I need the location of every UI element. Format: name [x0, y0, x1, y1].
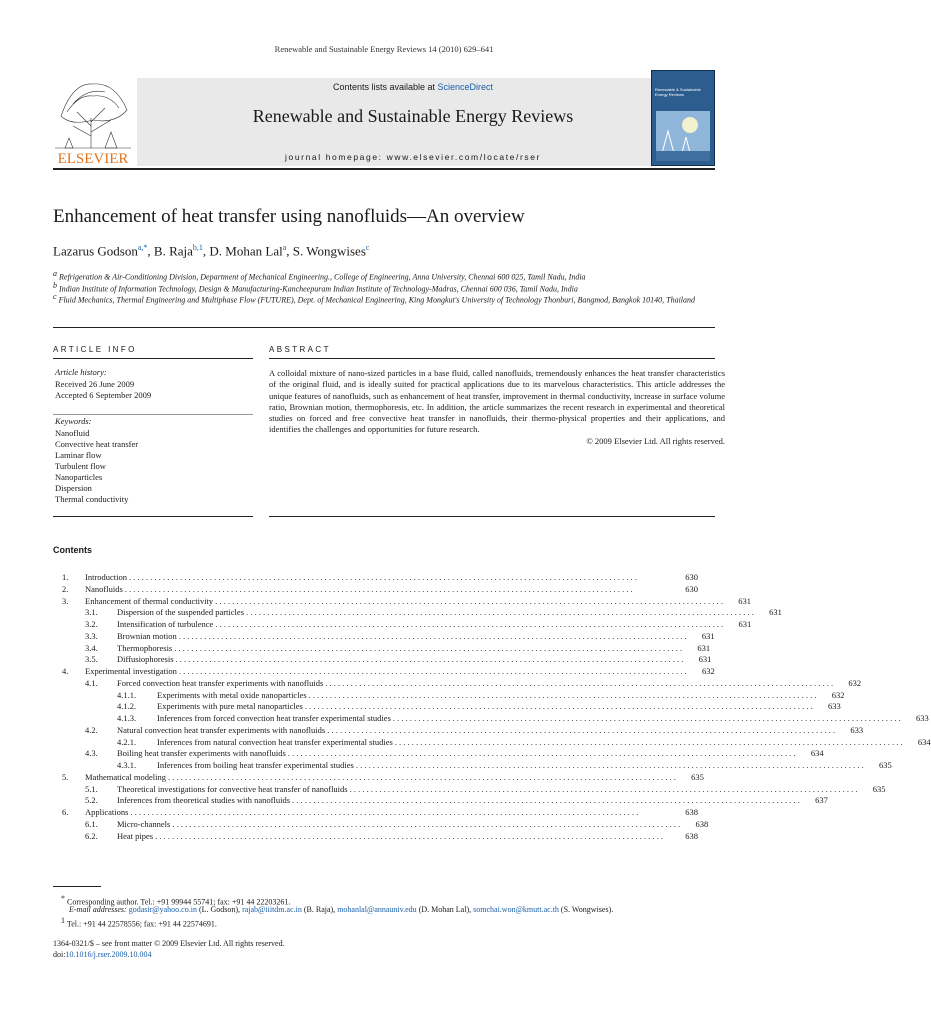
keyword: Turbulent flow — [55, 461, 106, 471]
toc-number: 4.2.1. — [117, 736, 137, 747]
toc-title: Inferences from natural convection heat transfer experimental studies — [157, 736, 393, 747]
abstract-rule — [269, 358, 715, 359]
email-owner: (B. Raja), — [303, 905, 336, 914]
toc-page-number: 635 — [872, 783, 886, 794]
elsevier-logo — [53, 76, 133, 166]
toc-entry[interactable] — [62, 619, 752, 631]
toc-entry[interactable] — [62, 724, 864, 737]
footnote-mark: 1 — [61, 916, 65, 925]
toc-title: Inferences from forced convection heat transfer experimental studies — [157, 713, 391, 723]
toc-number: 4.2. — [85, 724, 98, 735]
toc-number: 4.3. — [85, 748, 98, 759]
issn-line: 1364-0321/$ – see front matter © 2009 Elsevier Ltd. All rights reserved. — [53, 939, 285, 948]
affiliation-text: Indian Institute of Information Technology, Design & Manufacturing-Kancheepuram Indian Institute of Technology-Madras, Chennai 600 036, Tamil Nadu, India — [59, 284, 578, 294]
toc-leader-dots: . . . . . . . . . . . . . . . . . . . . . . . . . . . . . . . . . . . . . . . . . . . . . . . . . . . . . . . . . . . . . . . . . . . . . . . . . . . . . . . . . . . . . . . . . . . . . . . . . . . . . . . . . . . . . . . . . . . . . . . . — [327, 724, 836, 735]
email-link[interactable]: somchai.won@kmutt.ac.th — [473, 905, 559, 914]
toc-leader-dots: . . . . . . . . . . . . . . . . . . . . . . . . . . . . . . . . . . . . . . . . . . . . . . . . . . . . . . . . . . . . . . . . . . . . . . . . . . . . . . . . . . . . . . . . . . . . . . . . . . . . . . . . . . . . . . . . . . . . . . . . — [172, 818, 681, 829]
toc-title: Nanofluids — [85, 583, 123, 594]
toc-leader-dots: . . . . . . . . . . . . . . . . . . . . . . . . . . . . . . . . . . . . . . . . . . . . . . . . . . . . . . . . . . . . . . . . . . . . . . . . . . . . . . . . . . . . . . . . . . . . . . . . . . . . . . . . . . . . . . . . . . . . . . . . — [167, 771, 676, 782]
toc-title: Boiling heat transfer experiments with nanofluids — [117, 748, 286, 759]
toc-leader-dots: . . . . . . . . . . . . . . . . . . . . . . . . . . . . . . . . . . . . . . . . . . . . . . . . . . . . . . . . . . . . . . . . . . . . . . . . . . . . . . . . . . . . . . . . . . . . . . . . . . . . . . . . . . . . . . . . . . . . . . . . — [124, 583, 633, 594]
toc-entry[interactable] — [62, 701, 841, 713]
corresponding-text: Corresponding author. Tel.: +91 99944 55741; fax: +91 44 22203261. — [67, 897, 291, 907]
keywords-label: Keywords: — [55, 416, 92, 426]
toc-number: 1. — [62, 572, 69, 582]
keywords-rule — [53, 414, 253, 415]
toc-page-number: 634 — [917, 736, 931, 747]
article-info-bottom-rule — [53, 516, 253, 517]
toc-title: Theoretical investigations for convective heat transfer of nanofluids — [117, 783, 348, 794]
toc-title: Brownian motion — [117, 630, 177, 641]
email-link[interactable]: rajab@iiitdm.ac.in — [242, 905, 302, 914]
abstract-heading: ABSTRACT — [269, 345, 331, 354]
toc-page-number: 630 — [685, 572, 698, 582]
affiliation-text: Fluid Mechanics, Thermal Engineering and Multiphase Flow (FUTURE), Dept. of Mechanical Engineering, King Mongkut's University of Technology Thonburi, Bangmod, Bangkok 10140, Thailand — [58, 295, 696, 305]
footnote-rule — [53, 886, 101, 887]
keyword: Nanofluid — [55, 428, 90, 438]
toc-number: 3. — [62, 595, 69, 606]
doi-link[interactable]: 10.1016/j.rser.2009.10.004 — [65, 950, 152, 959]
toc-page-number: 631 — [769, 607, 782, 618]
toc-entry[interactable] — [62, 818, 709, 831]
section-rule — [53, 327, 715, 328]
toc-number: 4.1.1. — [117, 689, 137, 700]
toc-page-number: 632 — [831, 689, 845, 700]
toc-number: 6.2. — [85, 830, 98, 841]
author-mark[interactable]: a,* — [137, 243, 148, 252]
toc-number: 3.4. — [85, 642, 98, 653]
author-mark[interactable]: a — [282, 243, 287, 252]
abstract-copyright: © 2009 Elsevier Ltd. All rights reserved. — [586, 435, 725, 446]
toc-page-number: 638 — [695, 818, 709, 829]
toc-title: Thermophoresis — [117, 642, 173, 653]
email-owner: (L. Godson), — [198, 905, 241, 914]
journal-cover-thumbnail — [651, 70, 715, 166]
toc-page-number: 630 — [685, 583, 698, 594]
toc-page-number: 631 — [738, 595, 752, 606]
author-name: B. Raja — [153, 243, 193, 259]
contents-prefix: Contents lists available at — [332, 82, 438, 92]
toc-title: Enhancement of thermal conductivity — [85, 595, 214, 606]
article-info-rule — [53, 358, 253, 359]
author-name: D. Mohan Lal — [209, 243, 283, 259]
toc-page-number: 632 — [848, 677, 862, 688]
email-link[interactable]: mohanlal@annauniv.edu — [337, 905, 417, 914]
toc-title: Natural convection heat transfer experiments with nanofluids — [117, 724, 326, 735]
toc-title: Heat pipes — [117, 830, 154, 841]
toc-page-number: 638 — [685, 807, 698, 817]
keyword: Dispersion — [55, 483, 92, 493]
article-info-heading: ARTICLE INFO — [53, 345, 137, 354]
toc-page-number: 631 — [701, 630, 715, 641]
journal-homepage[interactable]: journal homepage: www.elsevier.com/locate/rser — [285, 152, 541, 162]
toc-title: Intensification of turbulence — [117, 619, 214, 629]
author-list: Lazarus Godson$^{a,*}$, B. Raja$^{b,1}$, D. Mohan Lal$^a$, S. Wongwises$^c$ — [53, 243, 370, 259]
toc-entry[interactable] — [62, 783, 886, 796]
affiliation-mark: b — [53, 281, 57, 290]
journal-masthead — [53, 70, 715, 166]
toc-page-number: 633 — [828, 701, 841, 712]
tel-footnote — [53, 915, 741, 930]
toc-title: Experimental investigation — [85, 666, 177, 676]
toc-leader-dots: . . . . . . . . . . . . . . . . . . . . . . . . . . . . . . . . . . . . . . . . . . . . . . . . . . . . . . . . . . . . . . . . . . . . . . . . . . . . . . . . . . . . . . . . . . . . . . . . . . . . . . . . . . . . . . . . . . . . . . . . — [174, 642, 683, 653]
toc-leader-dots: . . . . . . . . . . . . . . . . . . . . . . . . . . . . . . . . . . . . . . . . . . . . . . . . . . . . . . . . . . . . . . . . . . . . . . . . . . . . . . . . . . . . . . . . . . . . . . . . . . . . . . . . . . . . . . . . . . . . . . . . — [129, 572, 637, 582]
toc-entry[interactable] — [62, 630, 715, 643]
toc-number: 3.5. — [85, 654, 98, 665]
toc-number: 6.1. — [85, 818, 98, 829]
toc-number: 4.1.3. — [117, 713, 137, 723]
toc-entry[interactable] — [62, 572, 698, 584]
keyword: Thermal conductivity — [55, 494, 129, 504]
masthead-rule — [53, 168, 715, 170]
email-label: E-mail addresses: — [69, 905, 127, 914]
toc-leader-dots: . . . . . . . . . . . . . . . . . . . . . . . . . . . . . . . . . . . . . . . . . . . . . . . . . . . . . . . . . . . . . . . . . . . . . . . . . . . . . . . . . . . . . . . . . . . . . . . . . . . . . . . . . . . . . . . . . . . . . . . . — [155, 830, 663, 841]
toc-leader-dots: . . . . . . . . . . . . . . . . . . . . . . . . . . . . . . . . . . . . . . . . . . . . . . . . . . . . . . . . . . . . . . . . . . . . . . . . . . . . . . . . . . . . . . . . . . . . . . . . . . . . . . . . . . . . . . . . . . . . . . . . — [355, 760, 864, 770]
toc-number: 4.3.1. — [117, 760, 137, 770]
toc-number: 5.1. — [85, 783, 98, 794]
toc-page-number: 635 — [691, 771, 704, 782]
toc-leader-dots: . . . . . . . . . . . . . . . . . . . . . . . . . . . . . . . . . . . . . . . . . . . . . . . . . . . . . . . . . . . . . . . . . . . . . . . . . . . . . . . . . . . . . . . . . . . . . . . . . . . . . . . . . . . . . . . . . . . . . . . . — [394, 736, 903, 747]
toc-leader-dots: . . . . . . . . . . . . . . . . . . . . . . . . . . . . . . . . . . . . . . . . . . . . . . . . . . . . . . . . . . . . . . . . . . . . . . . . . . . . . . . . . . . . . . . . . . . . . . . . . . . . . . . . . . . . . . . . . . . . . . . . — [325, 677, 834, 688]
keyword: Laminar flow — [55, 450, 102, 460]
toc-entry[interactable] — [62, 666, 715, 678]
contents-heading: Contents — [53, 545, 92, 555]
received-date: Received 26 June 2009 — [55, 379, 135, 389]
toc-leader-dots: . . . . . . . . . . . . . . . . . . . . . . . . . . . . . . . . . . . . . . . . . . . . . . . . . . . . . . . . . . . . . . . . . . . . . . . . . . . . . . . . . . . . . . . . . . . . . . . . . . . . . . . . . . . . . . . . . . . . . . . . — [292, 795, 800, 806]
toc-page-number: 633 — [916, 713, 929, 723]
toc-page-number: 638 — [685, 830, 698, 841]
table-of-contents — [62, 572, 931, 842]
toc-entry[interactable] — [62, 677, 862, 690]
toc-leader-dots: . . . . . . . . . . . . . . . . . . . . . . . . . . . . . . . . . . . . . . . . . . . . . . . . . . . . . . . . . . . . . . . . . . . . . . . . . . . . . . . . . . . . . . . . . . . . . . . . . . . . . . . . . . . . . . . . . . . . . . . . — [175, 654, 684, 665]
footnote-mark: * — [61, 894, 65, 903]
toc-title: Experiments with pure metal nanoparticles — [157, 701, 303, 712]
toc-entry[interactable] — [62, 771, 704, 784]
toc-page-number: 631 — [697, 642, 711, 653]
toc-entry[interactable] — [62, 595, 752, 608]
author-mark[interactable]: c — [365, 243, 370, 252]
abstract-text: A colloidal mixture of nano-sized particles in a base fluid, called nanofluids, tremendously enhances the heat transfer characteristics of the original fluid, and is ideally suited for practical applications due to its marvelous characteristics. This article addresses the unique features of nanofluids, such as enhancement of heat transfer, improvement in thermal conductivity, increase in surface volume ratio, Brownian motion, thermophoresis, etc. In addition, the article summarizes the recent research in experimental and theoretical studies on forced and free convective heat transfer in nanofluids, their thermo-physical properties and their applications, and identifies the challenges and opportunities for future research. — [269, 368, 725, 435]
toc-entry[interactable] — [62, 689, 845, 702]
sciencedirect-link[interactable]: ScienceDirect — [437, 82, 494, 92]
toc-leader-dots: . . . . . . . . . . . . . . . . . . . . . . . . . . . . . . . . . . . . . . . . . . . . . . . . . . . . . . . . . . . . . . . . . . . . . . . . . . . . . . . . . . . . . . . . . . . . . . . . . . . . . . . . . . . . . . . . . . . . . . . . — [392, 713, 901, 723]
toc-title: Diffusiophoresis — [117, 654, 174, 665]
toc-number: 6. — [62, 807, 69, 817]
toc-leader-dots: . . . . . . . . . . . . . . . . . . . . . . . . . . . . . . . . . . . . . . . . . . . . . . . . . . . . . . . . . . . . . . . . . . . . . . . . . . . . . . . . . . . . . . . . . . . . . . . . . . . . . . . . . . . . . . . . . . . . . . . . — [178, 666, 687, 676]
author-mark[interactable]: b,1 — [192, 243, 203, 252]
toc-title: Forced convection heat transfer experiments with nanofluids — [117, 677, 324, 688]
toc-leader-dots: . . . . . . . . . . . . . . . . . . . . . . . . . . . . . . . . . . . . . . . . . . . . . . . . . . . . . . . . . . . . . . . . . . . . . . . . . . . . . . . . . . . . . . . . . . . . . . . . . . . . . . . . . . . . . . . . . . . . . . . . — [287, 748, 796, 759]
toc-title: Mathematical modeling — [85, 771, 166, 782]
toc-title: Introduction — [85, 572, 128, 582]
toc-page-number: 634 — [810, 748, 824, 759]
doi-line — [53, 949, 733, 960]
toc-entry[interactable] — [62, 795, 828, 807]
toc-entry[interactable] — [62, 831, 698, 843]
author-name: Lazarus Godson — [53, 243, 138, 259]
toc-number: 3.2. — [85, 619, 98, 629]
cover-title: Renewable & Sustainable Energy Reviews — [655, 87, 701, 97]
toc-page-number: 631 — [698, 654, 712, 665]
toc-page-number: 633 — [850, 724, 864, 735]
journal-name: Renewable and Sustainable Energy Reviews — [252, 106, 574, 126]
toc-number: 3.3. — [85, 630, 98, 641]
toc-leader-dots: . . . . . . . . . . . . . . . . . . . . . . . . . . . . . . . . . . . . . . . . . . . . . . . . . . . . . . . . . . . . . . . . . . . . . . . . . . . . . . . . . . . . . . . . . . . . . . . . . . . . . . . . . . . . . . . . . . . . . . . . — [215, 619, 724, 629]
article-history-label: Article history: — [55, 367, 107, 377]
toc-leader-dots: . . . . . . . . . . . . . . . . . . . . . . . . . . . . . . . . . . . . . . . . . . . . . . . . . . . . . . . . . . . . . . . . . . . . . . . . . . . . . . . . . . . . . . . . . . . . . . . . . . . . . . . . . . . . . . . . . . . . . . . . — [349, 783, 858, 794]
toc-entry[interactable] — [62, 654, 712, 666]
toc-leader-dots: . . . . . . . . . . . . . . . . . . . . . . . . . . . . . . . . . . . . . . . . . . . . . . . . . . . . . . . . . . . . . . . . . . . . . . . . . . . . . . . . . . . . . . . . . . . . . . . . . . . . . . . . . . . . . . . . . . . . . . . . — [215, 595, 724, 606]
toc-title: Inferences from theoretical studies with nanofluids — [117, 795, 291, 806]
toc-number: 3.1. — [85, 607, 98, 618]
toc-leader-dots: . . . . . . . . . . . . . . . . . . . . . . . . . . . . . . . . . . . . . . . . . . . . . . . . . . . . . . . . . . . . . . . . . . . . . . . . . . . . . . . . . . . . . . . . . . . . . . . . . . . . . . . . . . . . . . . . . . . . . . . . — [304, 701, 813, 712]
toc-title: Micro-channels — [117, 818, 171, 829]
author-name: S. Wongwises — [292, 243, 366, 259]
email-owner: (D. Mohan Lal), — [418, 905, 472, 914]
toc-page-number: 631 — [738, 619, 752, 629]
toc-entry[interactable] — [62, 642, 711, 655]
abstract-body — [269, 368, 725, 447]
affiliation — [53, 291, 713, 306]
toc-title: Applications — [85, 807, 129, 817]
toc-entry[interactable] — [62, 713, 929, 725]
toc-number: 4.1. — [85, 677, 98, 688]
toc-number: 5.2. — [85, 795, 98, 806]
journal-citation-line: Renewable and Sustainable Energy Reviews 14 (2010) 629–641 — [274, 44, 494, 54]
accepted-date: Accepted 6 September 2009 — [55, 390, 152, 400]
toc-leader-dots: . . . . . . . . . . . . . . . . . . . . . . . . . . . . . . . . . . . . . . . . . . . . . . . . . . . . . . . . . . . . . . . . . . . . . . . . . . . . . . . . . . . . . . . . . . . . . . . . . . . . . . . . . . . . . . . . . . . . . . . . — [178, 630, 687, 641]
toc-page-number: 632 — [701, 666, 715, 676]
email-footnote — [53, 904, 749, 915]
toc-entry[interactable] — [62, 607, 782, 619]
journal-header-box — [137, 78, 689, 166]
doi-prefix: doi: — [53, 950, 66, 959]
email-owner: (S. Wongwises). — [560, 905, 614, 914]
toc-leader-dots: . . . . . . . . . . . . . . . . . . . . . . . . . . . . . . . . . . . . . . . . . . . . . . . . . . . . . . . . . . . . . . . . . . . . . . . . . . . . . . . . . . . . . . . . . . . . . . . . . . . . . . . . . . . . . . . . . . . . . . . . — [308, 689, 817, 700]
elsevier-wordmark: ELSEVIER — [57, 151, 129, 167]
toc-title: Experiments with metal oxide nanoparticles — [157, 689, 307, 700]
toc-number: 2. — [62, 583, 69, 594]
toc-number: 5. — [62, 771, 69, 782]
toc-entry[interactable] — [62, 748, 824, 760]
toc-title: Dispersion of the suspended particles — [117, 607, 244, 618]
toc-leader-dots: . . . . . . . . . . . . . . . . . . . . . . . . . . . . . . . . . . . . . . . . . . . . . . . . . . . . . . . . . . . . . . . . . . . . . . . . . . . . . . . . . . . . . . . . . . . . . . . . . . . . . . . . . . . . . . . . . . . . . . . . — [130, 807, 639, 817]
toc-page-number: 637 — [815, 795, 828, 806]
keyword: Nanoparticles — [55, 472, 103, 482]
paper-title: Enhancement of heat transfer using nanofluids—An overview — [53, 206, 525, 227]
toc-number: 4. — [62, 666, 69, 676]
toc-page-number: 635 — [878, 760, 892, 770]
toc-entry[interactable] — [62, 736, 931, 749]
affiliation-mark: c — [53, 292, 57, 301]
toc-leader-dots: . . . . . . . . . . . . . . . . . . . . . . . . . . . . . . . . . . . . . . . . . . . . . . . . . . . . . . . . . . . . . . . . . . . . . . . . . . . . . . . . . . . . . . . . . . . . . . . . . . . . . . . . . . . . . . . . . . . . . . . . — [246, 607, 754, 618]
cover-image — [656, 111, 710, 161]
toc-entry[interactable] — [62, 807, 698, 819]
tel-text: Tel.: +91 44 22578556; fax: +91 44 22574691. — [66, 919, 217, 929]
toc-title: Inferences from boiling heat transfer experimental studies — [157, 760, 354, 770]
affiliation-text: Refrigeration & Air-Conditioning Division, Department of Mechanical Engineering., College of Engineering, Anna University, Chennai 600 025, Tamil Nadu, India — [59, 272, 586, 282]
affiliation-mark: a — [53, 269, 57, 278]
abstract-bottom-rule — [269, 516, 715, 517]
email-link[interactable]: godasir@yahoo.co.in — [128, 905, 197, 914]
toc-entry[interactable] — [62, 584, 698, 596]
toc-entry[interactable] — [62, 760, 892, 772]
toc-number: 4.1.2. — [117, 701, 137, 712]
keyword: Convective heat transfer — [55, 439, 139, 449]
contents-available-line — [137, 82, 689, 92]
